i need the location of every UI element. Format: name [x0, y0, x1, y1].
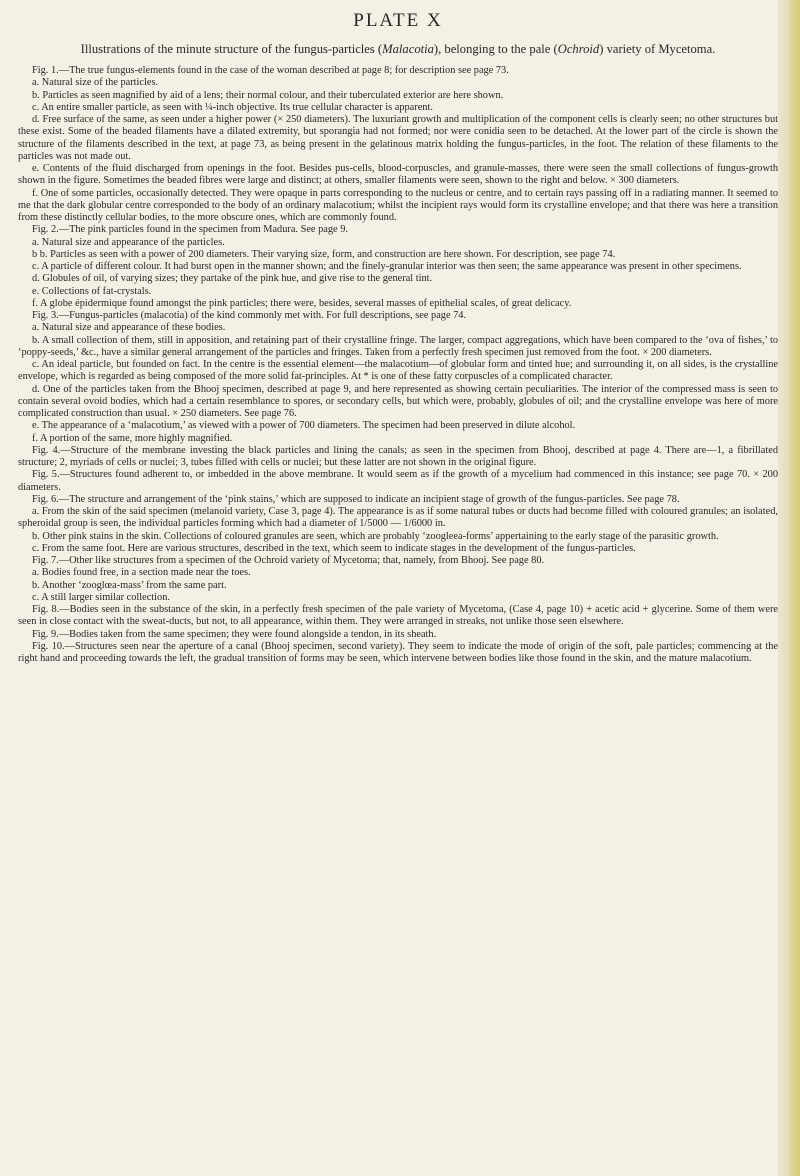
figure-1-item-c: c. An entire smaller particle, as seen with ¼-inch objective. Its true cellular character is apparent. — [32, 101, 433, 113]
figure-7-item-b: b. Another ‘zooglœa-mass’ from the same part. — [32, 579, 227, 591]
figure-1-item-d: d. Free surface of the same, as seen under a higher power (× 250 diameters). The luxuriant growth and multiplication of the component cells is clearly seen; no other structures but these exist. Some of the beaded filaments have a dilated extremity, but sporangia had not formed; nor were conidia seen to be detached. At the lower part of the circle is shown the structure of the filaments described in the text, at page 73, as being present in the gelatinous matrix holding the fungus-particles, in the foot. The relation of these filaments to the particles was not made out. — [18, 114, 778, 162]
figure-3-item-a: a. Natural size and appearance of these bodies. — [32, 322, 226, 334]
figure-7-item-a: a. Bodies found free, in a section made near the toes. — [32, 567, 251, 579]
figure-1-item-e: e. Contents of the fluid discharged from openings in the foot. Besides pus-cells, blood-corpuscles, and granule-masses, there were seen the small collections of fungus-growth shown in the figure. Sometimes the beaded fibres were large and distinct; at others, smaller filaments were seen, shown to the right and below. × 300 diameters. — [18, 163, 778, 187]
figure-2-caption: Fig. 2.—The pink particles found in the specimen from Madura. See page 9. — [32, 224, 348, 236]
figure-2-item-d: d. Globules of oil, of varying sizes; they partake of the pink hue, and give rise to the general tint. — [32, 273, 433, 285]
figure-3-item-e: e. The appearance of a ‘malacotium,’ as viewed with a power of 700 diameters. The specimen had been preserved in dilute alcohol. — [32, 420, 576, 432]
figure-1-item-f: f. One of some particles, occasionally detected. They were opaque in parts corresponding to the nucleus or centre, and to certain rays passing off in a radiating manner. It seemed to me that the dark globular centre corresponded to the body of an ordinary malacotium; whilst the incipient rays would form its crystalline envelope; and that there was here a transition from these distinctly cellular bodies, to the more obscure ones, which are commonly found. — [18, 187, 778, 223]
heading-term-malacotia: Malacotia — [382, 42, 434, 56]
document-page — [18, 10, 778, 1170]
heading-mid: ), belonging to the pale ( — [433, 42, 558, 56]
figure-3-item-f: f. A portion of the same, more highly magnified. — [32, 432, 233, 444]
figure-2-item-f: f. A globe épidermique found amongst the pink particles; there were, besides, several masses of epithelial scales, of great delicacy. — [32, 297, 572, 309]
figure-1-caption: Fig. 1.—The true fungus-elements found in the case of the woman described at page 8; for description see page 73. — [32, 65, 509, 76]
figure-1-item-b: b. Particles as seen magnified by aid of a lens; their normal colour, and their tuberculated exterior are here shown. — [32, 89, 504, 101]
figure-3-item-b: b. A small collection of them, still in apposition, and retaining part of their crystalline fringe. The larger, compact aggregations, which have been compared to the ‘ova of fishes,’ to ‘poppy-seeds,’ &c., have a similar general arrangement of the particles and fringes. Taken from a perfectly fresh specimen just removed from the foot. × 200 diameters. — [18, 334, 778, 358]
figure-2-item-e: e. Collections of fat-crystals. — [32, 285, 152, 297]
plate-title: PLATE X — [353, 10, 443, 31]
figure-9-caption: Fig. 9.—Bodies taken from the same specimen; they were found alongside a tendon, in its sheath. — [32, 628, 437, 640]
figure-4-caption: Fig. 4.—Structure of the membrane investing the black particles and lining the canals; as seen in the specimen from Bhooj, described at page 4. There are—1, a fibrillated structure; 2, myriads of cells or nuclei; 3, tubes filled with cells or nuclei; but these latter are not shown in the original figure. — [18, 444, 778, 468]
figure-2-item-c: c. A particle of different colour. It had burst open in the manner shown; and the finely-granular interior was then seen; the same appearance was present in other specimens. — [32, 261, 742, 272]
figure-1-item-a: a. Natural size of the particles. — [32, 77, 159, 89]
figure-5-caption: Fig. 5.—Structures found adherent to, or imbedded in the above membrane. It would seem as if the growth of a mycelium had commenced in this instance; see page 70. × 200 diameters. — [18, 469, 778, 493]
figure-2-item-a: a. Natural size and appearance of the particles. — [32, 236, 225, 248]
figure-descriptions — [18, 65, 778, 665]
figure-7-caption: Fig. 7.—Other like structures from a specimen of the Ochroid variety of Mycetoma; that, namely, from Bhooj. See page 80. — [32, 555, 545, 566]
figure-3-item-d: d. One of the particles taken from the Bhooj specimen, described at page 9, and here represented as showing certain peculiarities. The interior of the compressed mass is seen to contain several ovoid bodies, which had a certain resemblance to spores, or secondary cells, but which were, probably, globules of oil; and the crystalline envelope was here of more complicated construction than usual. × 250 diameters. See page 76. — [18, 383, 778, 419]
heading-pre: Illustrations of the minute structure of the fungus-particles ( — [80, 42, 383, 56]
figure-2-item-b: b b. Particles as seen with a power of 200 diameters. Their varying size, form, and construction are here shown. For description, see page 74. — [32, 248, 616, 260]
page-edge — [778, 0, 800, 1176]
figure-6-item-a: a. From the skin of the said specimen (melanoid variety, Case 3, page 4). The appearance is as if some natural tubes or ducts had become filled with coloured granules; an isolated, spheroidal group is seen, the individual particles forming which had a diameter of 1/5000 — 1/6000 in. — [18, 506, 778, 530]
heading-post: ) variety of Mycetoma. — [599, 42, 716, 56]
figure-10-caption: Fig. 10.—Structures seen near the aperture of a canal (Bhooj specimen, second variety). They seem to indicate the mode of origin of the soft, pale particles; commencing at the right hand and proceeding towards the left, the gradual transition of forms may be seen, which intervene between bodies like those found in the skin, and the mature malacotium. — [18, 640, 778, 664]
figure-6-caption: Fig. 6.—The structure and arrangement of the ‘pink stains,’ which are supposed to indicate an incipient stage of growth of the fungus-particles. See page 78. — [32, 493, 680, 505]
plate-heading — [18, 42, 778, 57]
figure-6-item-c: c. From the same foot. Here are various structures, described in the text, which seem to indicate stages in the development of the fungus-particles. — [32, 542, 636, 554]
figure-3-caption: Fig. 3.—Fungus-particles (malacotia) of the kind commonly met with. For full descriptions, see page 74. — [32, 310, 467, 321]
heading-term-ochroid: Ochroid — [557, 42, 600, 56]
figure-6-item-b: b. Other pink stains in the skin. Collections of coloured granules are seen, which are probably ‘zoogleea-forms’ appertaining to the early stage of the parasitic growth. — [32, 530, 719, 542]
figure-8-caption: Fig. 8.—Bodies seen in the substance of the skin, in a perfectly fresh specimen of the pale variety of Mycetoma, (Case 4, page 10) + acetic acid + glycerine. Some of them were seen in close contact with the sweat-ducts, but not, to all appearance, within them. They were arranged in streaks, not unlike those seen elsewhere. — [18, 604, 778, 628]
figure-7-item-c: c. A still larger similar collection. — [32, 591, 170, 603]
figure-3-item-c: c. An ideal particle, but founded on fact. In the centre is the essential element—the malacotium—of globular form and tinted hue; and surrounding it, on all sides, is the crystalline envelope, which is regarded as being composed of the more solid fat-principles. At * is one of these fatty corpuscles of a complicated character. — [18, 359, 778, 383]
